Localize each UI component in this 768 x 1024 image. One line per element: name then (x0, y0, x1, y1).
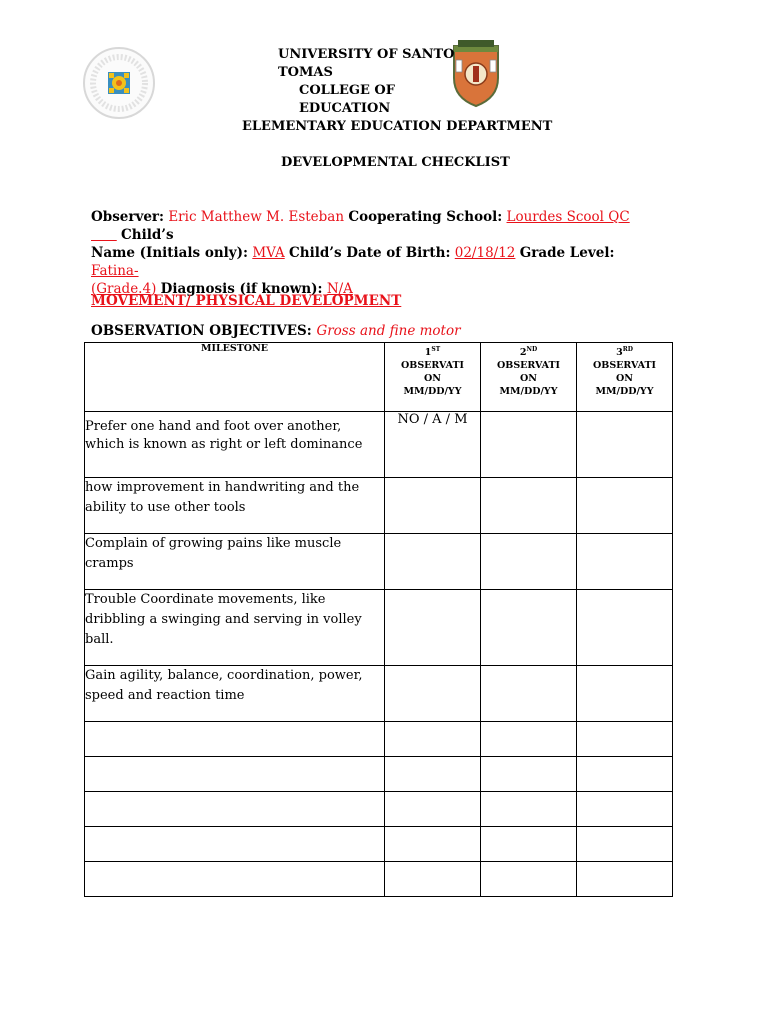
observation-cell[interactable] (385, 792, 481, 827)
table-header-row (85, 343, 673, 412)
child-dob-label: Child’s Date of Birth: (289, 245, 451, 261)
observation-header-3: 3RD OBSERVATI ON MM/DD/YY (577, 343, 673, 412)
observation-cell[interactable] (481, 590, 577, 666)
observation-cell[interactable] (385, 862, 481, 897)
milestone-cell: how improvement in handwriting and the ability to use other tools (85, 478, 385, 534)
observation-cell[interactable] (577, 534, 673, 590)
observation-cell[interactable] (577, 792, 673, 827)
grade-level-value-part2: (Grade.4) (91, 281, 157, 297)
observation-cell[interactable] (385, 666, 481, 722)
table-row (85, 827, 673, 862)
child-name-label-part2: Name (Initials only): (91, 245, 249, 261)
observation-cell[interactable] (481, 412, 577, 478)
milestone-header: MILESTONE (85, 343, 385, 412)
observation-cell[interactable] (577, 590, 673, 666)
observation-cell[interactable] (481, 478, 577, 534)
observer-info-block (91, 208, 651, 298)
university-name-line1: UNIVERSITY OF SANTO (278, 47, 455, 62)
observation-cell[interactable] (577, 827, 673, 862)
observation-cell[interactable] (577, 757, 673, 792)
milestone-cell: Trouble Coordinate movements, like dribbling a swinging and serving in volley ball. (85, 590, 385, 666)
milestone-cell[interactable] (85, 792, 385, 827)
observation-cell[interactable] (577, 478, 673, 534)
document-title: DEVELOPMENTAL CHECKLIST (281, 155, 510, 170)
observation-cell[interactable] (577, 666, 673, 722)
department-name: ELEMENTARY EDUCATION DEPARTMENT (242, 119, 553, 134)
section-title: MOVEMENT/ PHYSICAL DEVELOPMENT (91, 293, 402, 309)
table-row (85, 666, 673, 722)
cooperating-school-value: Lourdes Scool QC (506, 209, 630, 225)
table-row (85, 722, 673, 757)
observation-cell[interactable] (481, 827, 577, 862)
observation-cell[interactable] (481, 722, 577, 757)
observation-cell[interactable] (481, 666, 577, 722)
milestone-checklist-table (84, 342, 673, 897)
table-row (85, 478, 673, 534)
university-name-line2: TOMAS (278, 65, 333, 80)
observation-cell[interactable] (385, 827, 481, 862)
observation-cell[interactable]: NO / A / M (385, 412, 481, 478)
observation-cell[interactable] (385, 590, 481, 666)
college-name-line1: COLLEGE OF (299, 83, 395, 98)
observer-value: Eric Matthew M. Esteban (168, 209, 345, 225)
diagnosis-label: Diagnosis (if known): (160, 281, 323, 297)
table-row (85, 792, 673, 827)
observation-cell[interactable] (481, 757, 577, 792)
observation-cell[interactable] (577, 862, 673, 897)
cooperating-school-blank (91, 227, 117, 243)
diagnosis-value: N/A (326, 281, 353, 297)
observation-header-2: 2ND OBSERVATI ON MM/DD/YY (481, 343, 577, 412)
child-initials-value: MVA (252, 245, 285, 261)
observation-cell[interactable] (385, 757, 481, 792)
table-row (85, 534, 673, 590)
table-row (85, 757, 673, 792)
observation-objectives (91, 323, 461, 339)
milestone-cell[interactable] (85, 862, 385, 897)
child-dob-value: 02/18/12 (454, 245, 516, 261)
college-name-line2: EDUCATION (299, 101, 391, 116)
grade-level-value-part1: Fatina- (91, 263, 139, 279)
milestone-cell: Gain agility, balance, coordination, power, speed and reaction time (85, 666, 385, 722)
milestone-cell[interactable] (85, 827, 385, 862)
objectives-label: OBSERVATION OBJECTIVES: (91, 323, 312, 339)
grade-level-label: Grade Level: (519, 245, 615, 261)
observation-header-1: 1ST OBSERVATI ON MM/DD/YY (385, 343, 481, 412)
university-seal-icon (82, 46, 156, 120)
child-name-label-part1: Child’s (121, 227, 174, 243)
observation-cell[interactable] (481, 534, 577, 590)
table-row (85, 412, 673, 478)
observer-label: Observer: (91, 209, 165, 225)
objectives-value: Gross and fine motor (316, 323, 461, 339)
observation-cell[interactable] (385, 478, 481, 534)
observation-cell[interactable] (577, 412, 673, 478)
observation-cell[interactable] (577, 722, 673, 757)
observation-cell[interactable] (385, 534, 481, 590)
college-crest-icon (448, 38, 504, 108)
table-row (85, 590, 673, 666)
milestone-cell: Prefer one hand and foot over another, which is known as right or left dominance (85, 412, 385, 478)
observation-cell[interactable] (385, 722, 481, 757)
table-row (85, 862, 673, 897)
milestone-cell: Complain of growing pains like muscle cramps (85, 534, 385, 590)
milestone-cell[interactable] (85, 722, 385, 757)
observation-cell[interactable] (481, 792, 577, 827)
observation-cell[interactable] (481, 862, 577, 897)
milestone-cell[interactable] (85, 757, 385, 792)
cooperating-school-label: Cooperating School: (348, 209, 503, 225)
